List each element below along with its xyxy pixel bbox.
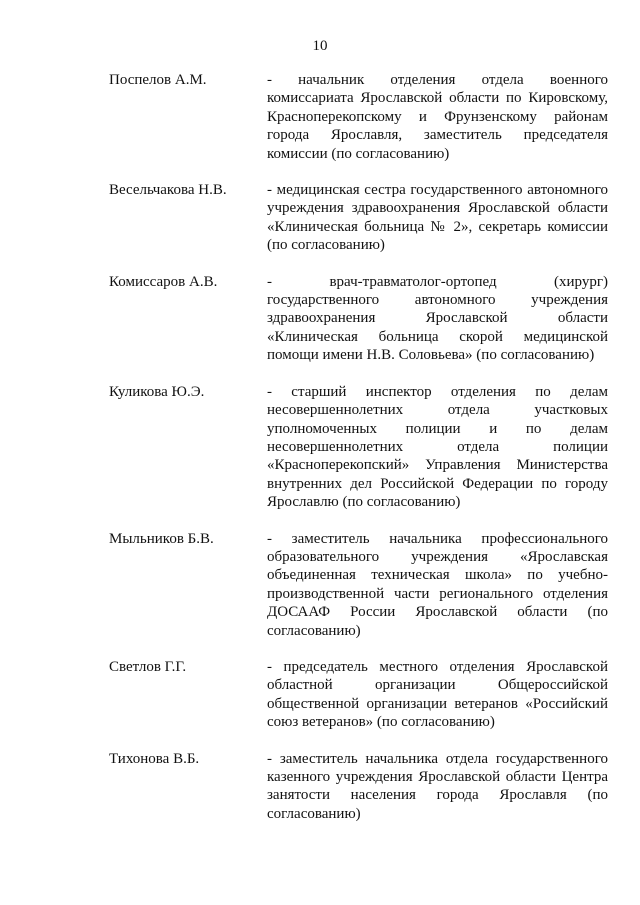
member-position: - заместитель начальника профессионального образовательного учреждения «Ярославская объединенная техническая школа» по учебно-производственной части регионального отделения ДОСААФ России Ярославской области (по согласованию) (267, 530, 608, 639)
member-row (109, 273, 608, 365)
member-row (109, 181, 608, 255)
member-position: - председатель местного отделения Ярославской областной организации Общероссийской общественной организации ветеранов «Российский союз ветеранов» (по согласованию) (267, 658, 608, 731)
member-position: - старший инспектор отделения по делам несовершеннолетних отдела участковых уполномоченных полиции и по делам несовершеннолетних отдела полиции «Красноперекопский» Управления Министерства внутренних дел Российской Федерации по городу Ярославлю (по согласованию) (267, 383, 608, 511)
member-position: - начальник отделения отдела военного комиссариата Ярославской области по Кировскому, Красноперекопскому и Фрунзенскому районам города Ярославля, заместитель председателя комиссии (по согласованию) (267, 72, 608, 162)
member-name: Светлов Г.Г. (109, 658, 187, 675)
member-position: - врач-травматолог-ортопед (хирург) государственного автономного учреждения здравоохранения Ярославской области «Клиническая больница скорой медицинской помощи имени Н.В. Соловьева» (по согласованию) (267, 273, 608, 364)
member-name: Тихонова В.Б. (109, 750, 200, 767)
member-position: - заместитель начальника отдела государственного казенного учреждения Ярославской области Центра занятости населения города Ярославля (по согласованию) (267, 750, 608, 822)
member-name: Куликова Ю.Э. (109, 383, 205, 400)
member-name: Мыльников Б.В. (109, 530, 214, 547)
member-row (109, 383, 608, 512)
member-name: Поспелов А.М. (109, 72, 207, 88)
member-row (109, 750, 608, 824)
member-row (109, 530, 608, 640)
member-name: Весельчакова Н.В. (109, 182, 227, 199)
member-position: - медицинская сестра государственного автономного учреждения здравоохранения Ярославской области «Клиническая больница № 2», секретарь комиссии (по согласованию) (267, 182, 608, 254)
member-row (109, 658, 608, 732)
member-name: Комиссаров А.В. (109, 273, 218, 290)
member-row (109, 71, 608, 163)
page-number: 10 (312, 38, 328, 54)
commission-member-list (109, 71, 608, 823)
